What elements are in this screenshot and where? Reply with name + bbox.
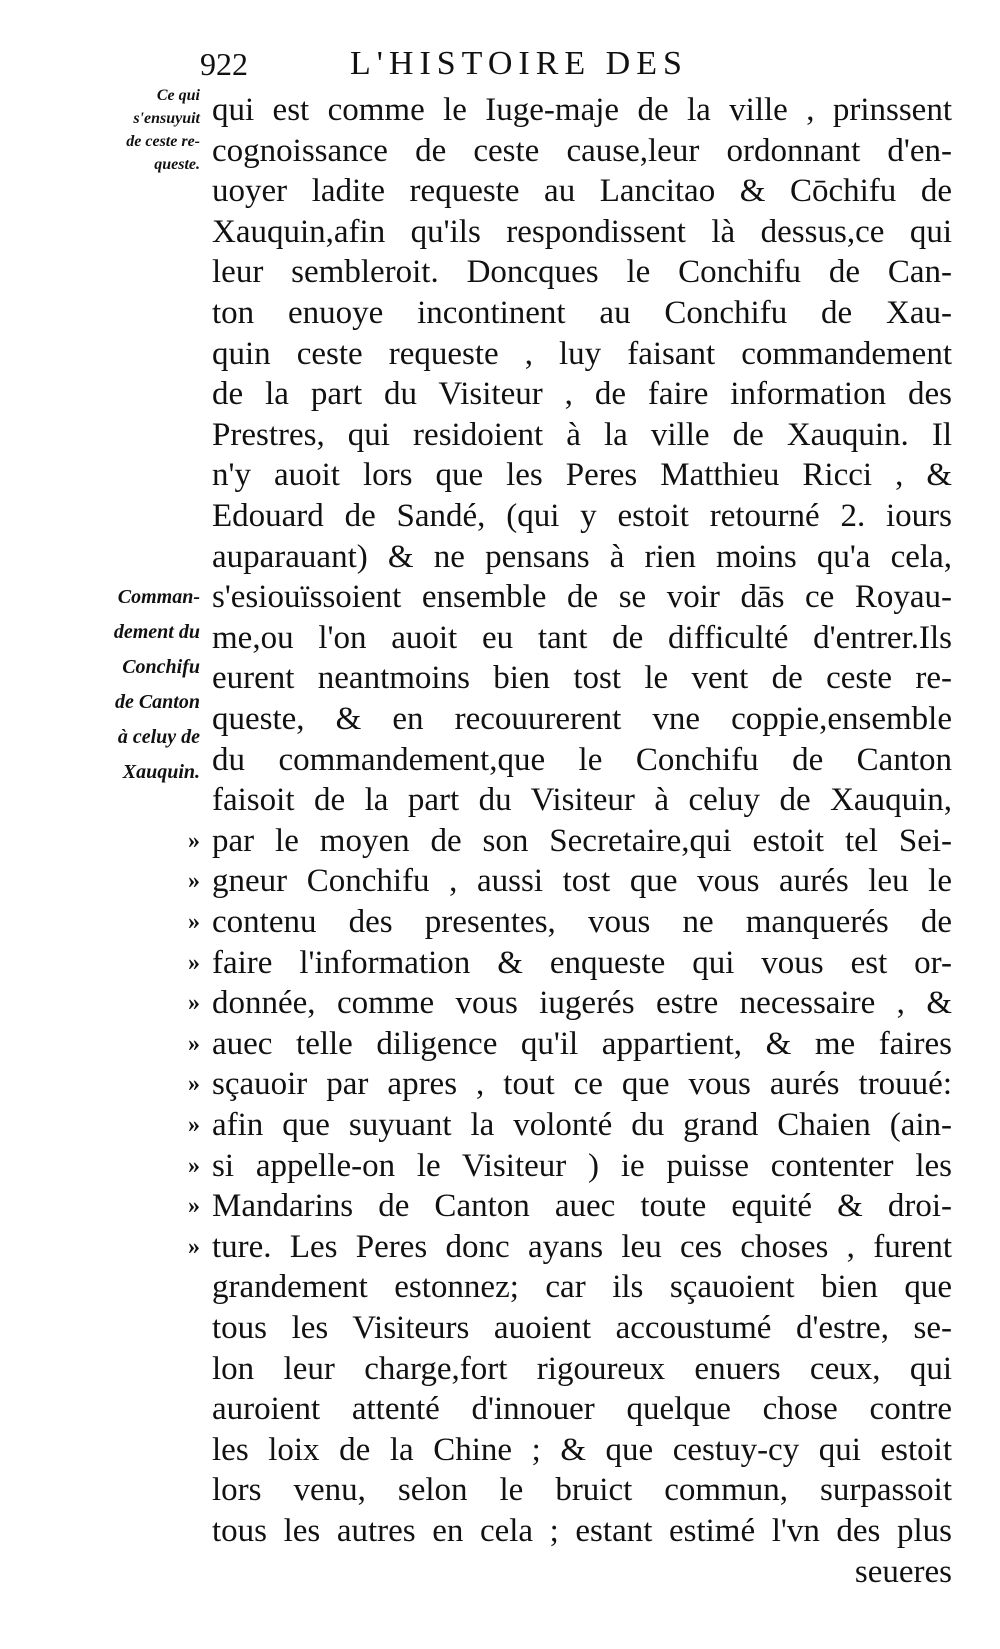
text-line: quin ceste requeste , luy faisant commandement: [212, 335, 952, 372]
text-line: tous les Visiteurs auoient accoustumé d'estre, se-: [212, 1310, 952, 1346]
margin-note-line: de Canton: [114, 691, 200, 713]
quote-mark: »: [188, 1193, 200, 1220]
text-line: faire l'information & enqueste qui vous est or-: [212, 944, 952, 981]
quote-mark: »: [188, 1233, 200, 1260]
text-line: par le moyen de son Secretaire,qui estoit tel Sei-: [212, 822, 952, 859]
margin-note-line: Xauquin.: [122, 761, 200, 783]
quote-mark: »: [188, 1071, 200, 1098]
quote-mark: »: [188, 990, 200, 1017]
quote-mark: »: [188, 949, 200, 976]
text-line: auparauant) & ne pensans à rien moins qu'a cela,: [212, 538, 952, 575]
margin-note-line: s'ensuyuit: [133, 110, 200, 127]
text-line: Prestres, qui residoient à la ville de Xauquin. Il: [212, 416, 952, 453]
margin-note-line: Comman-: [117, 586, 200, 608]
text-line: les loix de la Chine ; & que cestuy-cy qui estoit: [212, 1431, 952, 1468]
margin-note-line: dement du: [113, 621, 200, 643]
margin-note-consequence: [68, 84, 200, 176]
text-line: donnée, comme vous iugerés estre necessaire , &: [212, 985, 952, 1022]
quote-mark: »: [188, 827, 200, 854]
text-line: grandement estonnez; car ils sçauoient bien que: [212, 1269, 952, 1306]
running-title: L'HISTOIRE DES: [350, 45, 688, 82]
margin-note-commandment: [68, 580, 200, 790]
text-line: me,ou l'on auoit eu tant de difficulté d'entrer.Ils: [212, 619, 952, 656]
text-line: si appelle-on le Visiteur ) ie puisse contenter les: [212, 1147, 952, 1184]
page-header: [200, 42, 800, 86]
margin-note-line: de ceste re-: [126, 133, 200, 150]
margin-note-line: à celuy de: [117, 726, 200, 748]
text-line: ture. Les Peres donc ayans leu ces choses , furent: [212, 1228, 952, 1265]
text-line: afin que suyuant la volonté du grand Chaien (ain-: [212, 1107, 952, 1143]
text-line: faisoit de la part du Visiteur à celuy de Xauquin,: [212, 782, 952, 819]
text-line: ton enuoye incontinent au Conchifu de Xau-: [212, 295, 952, 331]
text-line: qui est comme le Iuge-maje de la ville , prinssent: [212, 92, 952, 128]
text-line: contenu des presentes, vous ne manquerés de: [212, 904, 952, 940]
text-line: lors venu, selon le bruict commun, surpassoit: [212, 1472, 952, 1509]
text-line: s'esiouïssoient ensemble de se voir dās ce Royau-: [212, 579, 952, 616]
text-line: Xauquin,afin qu'ils respondissent là dessus,ce qui: [212, 213, 952, 250]
margin-note-line: queste.: [154, 156, 200, 173]
text-line: eurent neantmoins bien tost le vent de ceste re-: [212, 660, 952, 697]
quote-mark: »: [188, 909, 200, 935]
text-line: n'y auoit lors que les Peres Matthieu Ricci , &: [212, 457, 952, 494]
text-line: cognoissance de ceste cause,leur ordonnant d'en-: [212, 132, 952, 169]
quote-mark: »: [188, 1152, 200, 1179]
text-line: de la part du Visiteur , de faire information des: [212, 376, 952, 413]
margin-note-line: Conchifu: [122, 656, 200, 678]
text-line: du commandement,que le Conchifu de Canton: [212, 741, 952, 778]
text-line: queste, & en recouurerent vne coppie,ensemble: [212, 701, 952, 737]
text-line: auec telle diligence qu'il appartient, & me faires: [212, 1025, 952, 1062]
text-line: sçauoir par apres , tout ce que vous aurés trouué:: [212, 1066, 952, 1103]
text-line: seueres: [854, 1553, 952, 1590]
text-line: Edouard de Sandé, (qui y estoit retourné 2. iours: [212, 498, 952, 534]
text-line: auroient attenté d'innouer quelque chose contre: [212, 1391, 952, 1428]
text-line: uoyer ladite requeste au Lancitao & Cōchifu de: [212, 173, 952, 210]
text-line: lon leur charge,fort rigoureux enuers ceux, qui: [212, 1350, 952, 1387]
text-line: Mandarins de Canton auec toute equité & droi-: [212, 1188, 952, 1225]
page-number: 922: [200, 46, 248, 82]
quote-mark: »: [188, 1112, 200, 1138]
text-line: tous les autres en cela ; estant estimé l'vn des plus: [212, 1513, 952, 1549]
quote-mark: »: [188, 1030, 200, 1057]
text-line: leur sembleroit. Doncques le Conchifu de Can-: [212, 254, 952, 291]
quote-mark: »: [188, 868, 200, 895]
margin-note-line: Ce qui: [156, 87, 200, 104]
text-line: gneur Conchifu , aussi tost que vous aurés leu le: [212, 863, 952, 900]
